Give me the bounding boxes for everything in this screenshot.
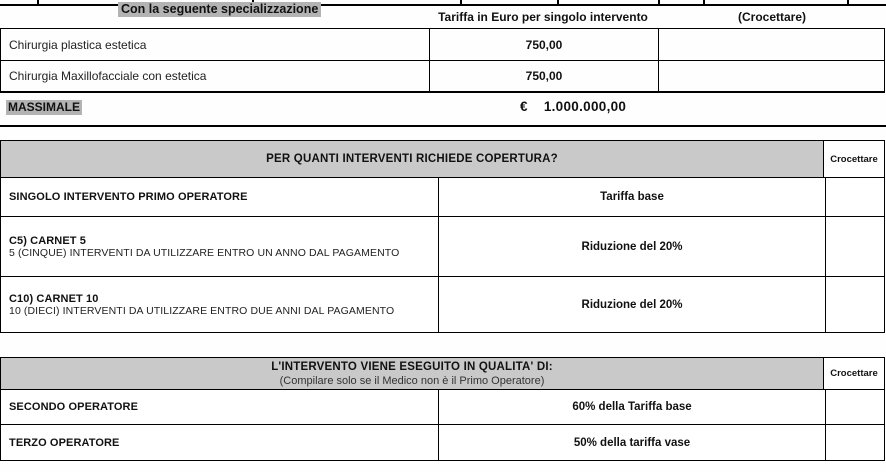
option-title: C5) CARNET 5 [9, 234, 86, 247]
table-row [1, 29, 884, 60]
role-table [0, 357, 885, 461]
role-title: TERZO OPERATORE [9, 436, 120, 449]
specialization-section-title: Con la seguente specializzazione [118, 2, 321, 17]
coverage-table-title-cell [1, 141, 823, 177]
role-title-cell [1, 425, 438, 460]
coverage-table-title: PER QUANTI INTERVENTI RICHIEDE COPERTURA? [266, 153, 558, 165]
table-row [1, 60, 884, 91]
top-table-tick [847, 0, 849, 4]
top-table-tick [557, 0, 559, 4]
table-row [1, 276, 884, 332]
crocettare-cell[interactable] [658, 29, 884, 60]
option-title: SINGOLO INTERVENTO PRIMO OPERATORE [9, 191, 248, 203]
top-table-tick [658, 0, 660, 4]
section-divider [0, 125, 886, 127]
top-table-tick [37, 0, 39, 4]
option-title-cell [1, 217, 438, 276]
top-table-tick [460, 0, 462, 4]
crocettare-cell[interactable] [825, 390, 884, 424]
coverage-table [0, 140, 885, 333]
crocettare-header-cell: Crocettare [823, 358, 884, 389]
crocettare-header-cell: Crocettare [823, 141, 884, 177]
option-value-cell: Riduzione del 20% [438, 217, 825, 276]
role-table-header [1, 358, 884, 390]
table-row [1, 216, 884, 276]
role-table-title-cell [1, 358, 823, 389]
role-title-cell [1, 390, 438, 424]
role-value-cell: 50% della tariffa vase [438, 425, 825, 460]
crocettare-cell[interactable] [658, 61, 884, 91]
tariffa-value-cell: 750,00 [429, 61, 658, 91]
crocettare-column-header: (Crocettare) [737, 10, 806, 24]
table-row [1, 178, 884, 216]
massimale-value [520, 99, 626, 114]
crocettare-cell[interactable] [825, 178, 884, 216]
crocettare-cell[interactable] [825, 217, 884, 276]
role-table-subtitle: (Compilare solo se il Medico non è il Primo Operatore) [279, 374, 545, 387]
option-title: C10) CARNET 10 [9, 292, 99, 305]
role-value-cell: 60% della Tariffa base [438, 390, 825, 424]
tariffa-value-cell: 750,00 [429, 29, 658, 60]
top-table-tick [703, 0, 705, 4]
massimale-amount: 1.000.000,00 [543, 99, 627, 114]
table-row [1, 390, 884, 424]
option-subtitle: 10 (DIECI) INTERVENTI DA UTILIZZARE ENTRO DUE ANNI DAL PAGAMENTO [9, 304, 395, 317]
option-value-cell: Riduzione del 20% [438, 277, 825, 332]
role-table-title: L'INTERVENTO VIENE ESEGUITO IN QUALITA' DI: [271, 360, 553, 373]
option-subtitle: 5 (CINQUE) INTERVENTI DA UTILIZZARE ENTRO UN ANNO DAL PAGAMENTO [9, 246, 400, 259]
euro-sign: € [520, 99, 528, 114]
table-row [1, 424, 884, 460]
crocettare-cell[interactable] [825, 425, 884, 460]
specialization-name-cell: Chirurgia plastica estetica [9, 37, 147, 52]
tariffa-column-header: Tariffa in Euro per singolo intervento [438, 10, 648, 24]
specialization-table [0, 28, 885, 93]
specialization-name-cell: Chirurgia Maxillofacciale con estetica [9, 69, 207, 83]
option-title-cell [1, 277, 438, 332]
crocettare-cell[interactable] [825, 277, 884, 332]
coverage-table-header [1, 141, 884, 178]
role-title: SECONDO OPERATORE [9, 401, 139, 413]
option-value-cell: Tariffa base [438, 178, 825, 216]
option-title-cell [1, 178, 438, 216]
massimale-label: MASSIMALE [8, 100, 80, 114]
